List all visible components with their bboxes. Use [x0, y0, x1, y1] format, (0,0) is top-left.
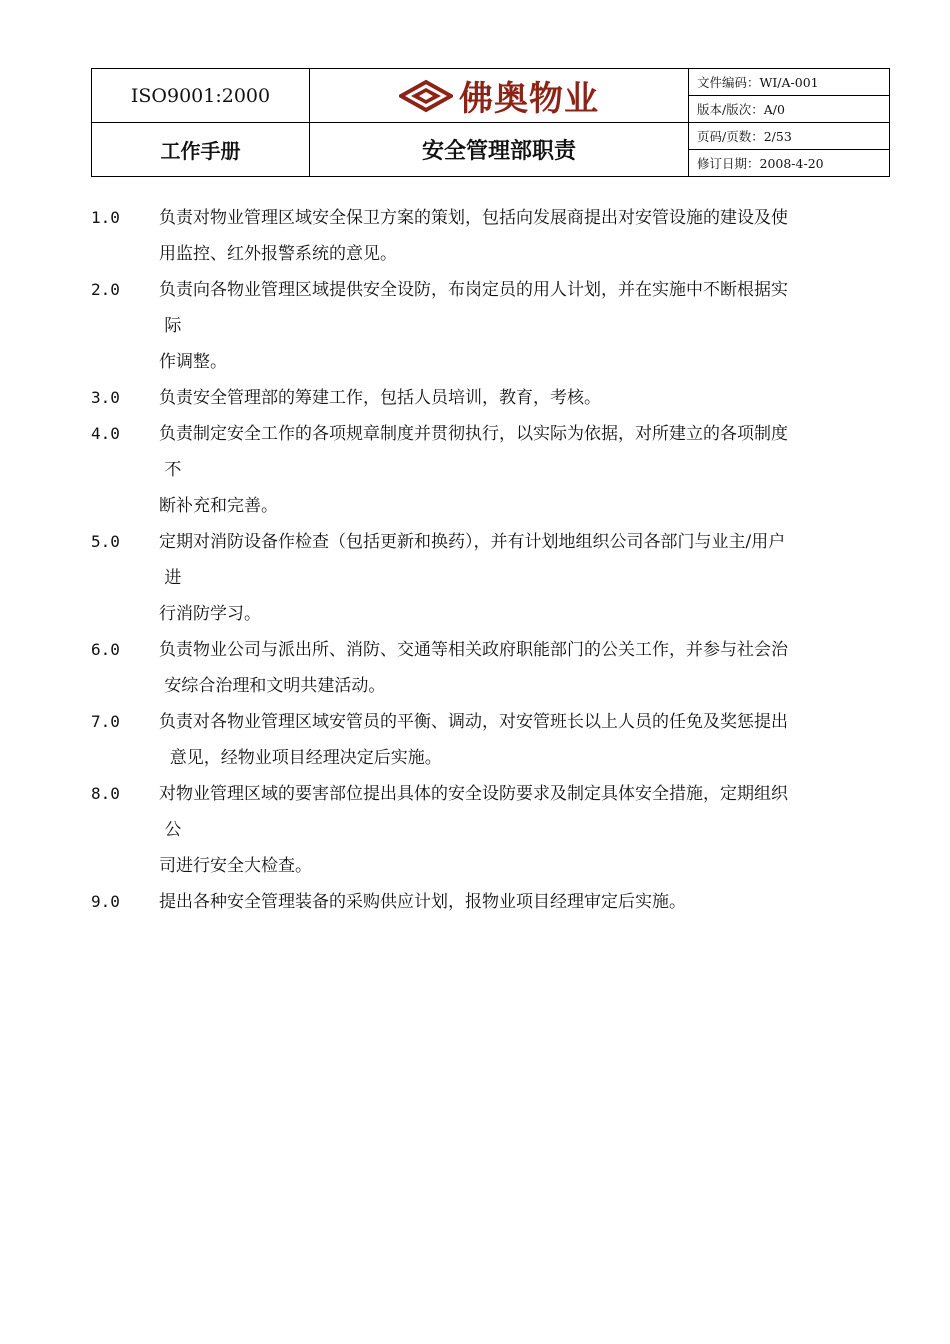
item-text-line: 负责向各物业管理区域提供安全设防，布岗定员的用人计划，并在实施中不断根据实: [159, 280, 788, 300]
item-text-line: 作调整。: [159, 352, 227, 372]
doc-page: 页码/页数：2/53: [689, 123, 889, 150]
item-number: 5.0: [91, 532, 120, 551]
item-text-line: 安综合治理和文明共建活动。: [159, 676, 386, 696]
list-item: [91, 524, 890, 632]
doc-version: 版本/版次：A/0: [689, 96, 889, 123]
doc-code: 文件编码：WI/A-001: [689, 69, 889, 96]
standard-code: ISO9001:2000: [92, 69, 310, 123]
item-number: 1.0: [91, 208, 120, 227]
item-text: [159, 632, 879, 704]
item-text-line: 提出各种安全管理装备的采购供应计划，报物业项目经理审定后实施。: [159, 892, 686, 912]
item-text-line: 定期对消防设备作检查（包括更新和换药），并有计划地组织公司各部门与业主/用户: [159, 532, 786, 552]
item-number: 4.0: [91, 424, 120, 443]
item-number: 8.0: [91, 784, 120, 803]
item-number: 2.0: [91, 280, 120, 299]
item-text-line: 不: [159, 460, 182, 480]
page-title: 安全管理部职责: [310, 123, 689, 176]
item-number: 3.0: [91, 388, 120, 407]
item-text: [159, 704, 879, 776]
list-item: [91, 704, 890, 776]
item-text: [159, 380, 879, 416]
item-text-line: 行消防学习。: [159, 604, 261, 624]
item-text-line: 公: [159, 820, 182, 840]
list-item: [91, 416, 890, 524]
item-text-line: 负责对各物业管理区域安管员的平衡、调动，对安管班长以上人员的任免及奖惩提出: [159, 712, 788, 732]
item-text-line: 负责物业公司与派出所、消防、交通等相关政府职能部门的公关工作，并参与社会治: [159, 640, 788, 660]
item-text: [159, 200, 879, 272]
item-text: [159, 776, 879, 884]
list-item: [91, 632, 890, 704]
item-text-line: 际: [159, 316, 182, 336]
item-text-line: 对物业管理区域的要害部位提出具体的安全设防要求及制定具体安全措施，定期组织: [159, 784, 788, 804]
company-logo-text: 佛奥物业: [459, 79, 599, 119]
manual-name: 工作手册: [92, 123, 310, 176]
item-number: 9.0: [91, 892, 120, 911]
company-logo: [310, 69, 689, 123]
logo-mark-icon: [399, 79, 453, 113]
document-header-table: [91, 68, 890, 177]
list-item: [91, 200, 890, 272]
item-text-line: 负责制定安全工作的各项规章制度并贯彻执行，以实际为依据，对所建立的各项制度: [159, 424, 788, 444]
item-text-line: 用监控、红外报警系统的意见。: [159, 244, 397, 264]
item-number: 7.0: [91, 712, 120, 731]
item-text-line: 司进行安全大检查。: [159, 856, 312, 876]
item-text-line: 进: [159, 568, 182, 588]
responsibility-list: [91, 200, 890, 920]
item-text: [159, 272, 879, 380]
item-text: [159, 524, 879, 632]
item-number: 6.0: [91, 640, 120, 659]
list-item: [91, 884, 890, 920]
item-text-line: 断补充和完善。: [159, 496, 278, 516]
list-item: [91, 776, 890, 884]
item-text: [159, 884, 879, 920]
doc-revision-date: 修订日期：2008-4-20: [697, 156, 824, 171]
list-item: [91, 380, 890, 416]
list-item: [91, 272, 890, 380]
item-text-line: 负责对物业管理区域安全保卫方案的策划，包括向发展商提出对安管设施的建设及使: [159, 208, 788, 228]
item-text: [159, 416, 879, 524]
item-text-line: 意见，经物业项目经理决定后实施。: [159, 748, 442, 768]
item-text-line: 负责安全管理部的筹建工作，包括人员培训，教育，考核。: [159, 388, 601, 408]
